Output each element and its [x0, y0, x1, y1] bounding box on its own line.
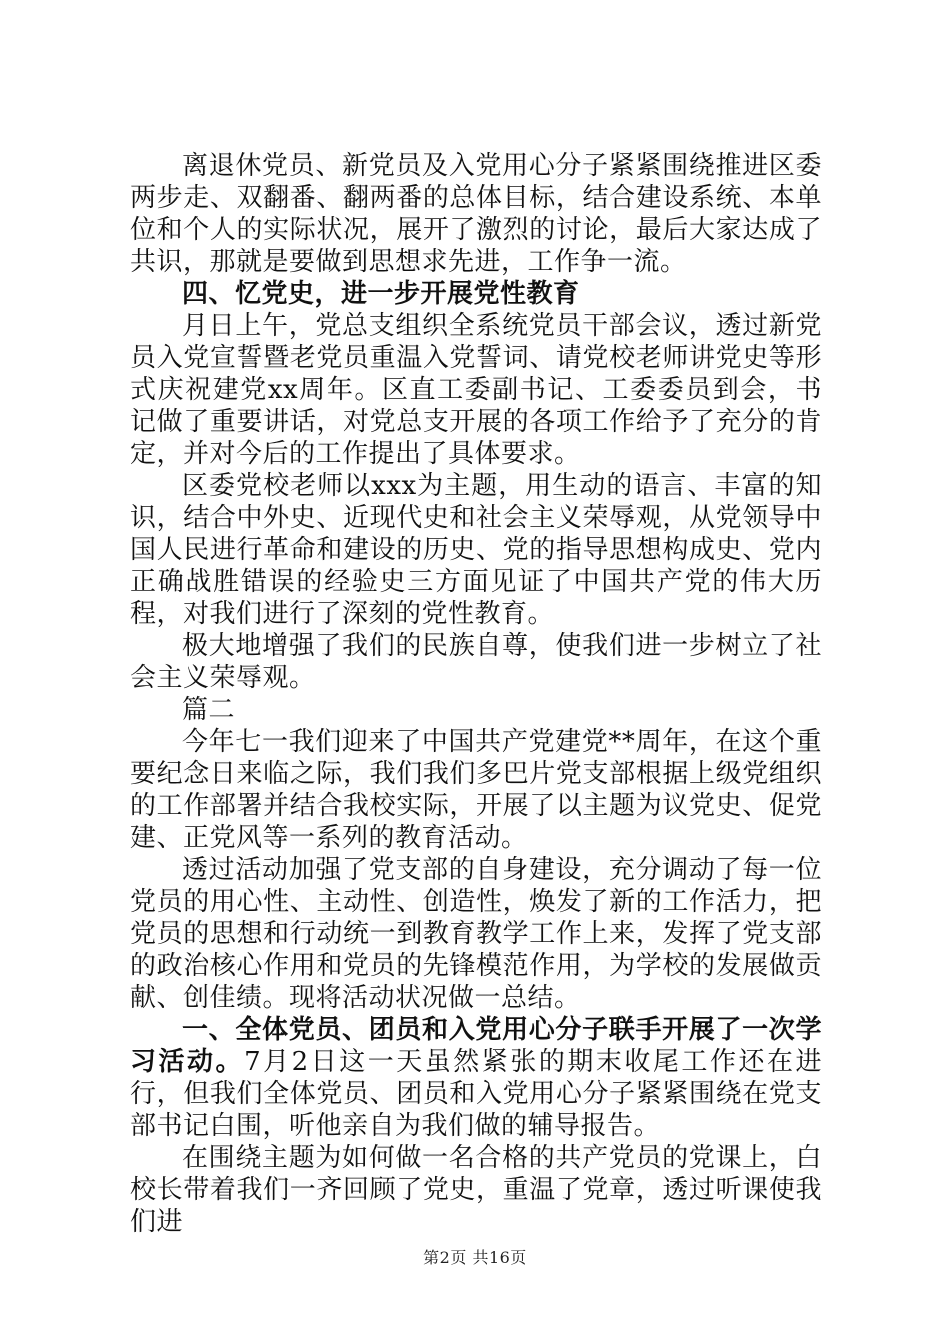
- paragraph-3: 区委党校老师以xxx为主题，用生动的语言、丰富的知识，结合中外史、近现代史和社会主义荣辱观，从党领导中国人民进行革命和建设的历史、党的指导思想构成史、党内正确战胜错误的经验史三方面见证了中国共产党的伟大历程，对我们进行了深刻的党性教育。: [130, 471, 822, 629]
- paragraph-5: 今年七一我们迎来了中国共产党建党**周年，在这个重要纪念日来临之际，我们我们多巴片党支部根据上级党组织的工作部署并结合我校实际，开展了以主题为议党史、促党建、正党风等一系列的教育活动。: [130, 727, 822, 853]
- paragraph-1: 离退休党员、新党员及入党用心分子紧紧围绕推进区委两步走、双翻番、翻两番的总体目标，结合建设系统、本单位和个人的实际状况，展开了激烈的讨论，最后大家达成了共识，那就是要做到思想求先进，工作争一流。: [130, 151, 822, 277]
- document-body: [130, 150, 822, 1238]
- paragraph-6: 透过活动加强了党支部的自身建设，充分调动了每一位党员的用心性、主动性、创造性，焕发了新的工作活力，把党员的思想和行动统一到教育教学工作上来，发挥了党支部的政治核心作用和党员的先锋模范作用，为学校的发展做贡献、创佳绩。现将活动状况做一总结。: [130, 855, 822, 1013]
- section-heading-1-lead: 一、全体党员、团员和入党用心分子联手开展了一次学习活动。: [130, 1015, 822, 1077]
- paragraph-7-text: 7月2日这一天虽然紧张的期末收尾工作还在进行，但我们全体党员、团员和入党用心分子紧紧围绕在党支部书记白围，听他亲自为我们做的辅导报告。: [130, 1047, 822, 1141]
- section-heading-4: 四、忆党史，进一步开展党性教育: [182, 279, 580, 309]
- part-label: 篇二: [182, 695, 236, 725]
- page-footer: 第2页 共16页: [423, 1248, 527, 1267]
- paragraph-8: 在围绕主题为如何做一名合格的共产党员的党课上，白校长带着我们一齐回顾了党史，重温了党章，透过听课使我们进: [130, 1143, 822, 1237]
- paragraph-7: [130, 1014, 822, 1142]
- paragraph-2: 月日上午，党总支组织全系统党员干部会议，透过新党员入党宣誓暨老党员重温入党誓词、请党校老师讲党史等形式庆祝建党xx周年。区直工委副书记、工委委员到会，书记做了重要讲话，对党总支开展的各项工作给予了充分的肯定，并对今后的工作提出了具体要求。: [130, 311, 822, 469]
- paragraph-4: 极大地增强了我们的民族自尊，使我们进一步树立了社会主义荣辱观。: [130, 631, 822, 693]
